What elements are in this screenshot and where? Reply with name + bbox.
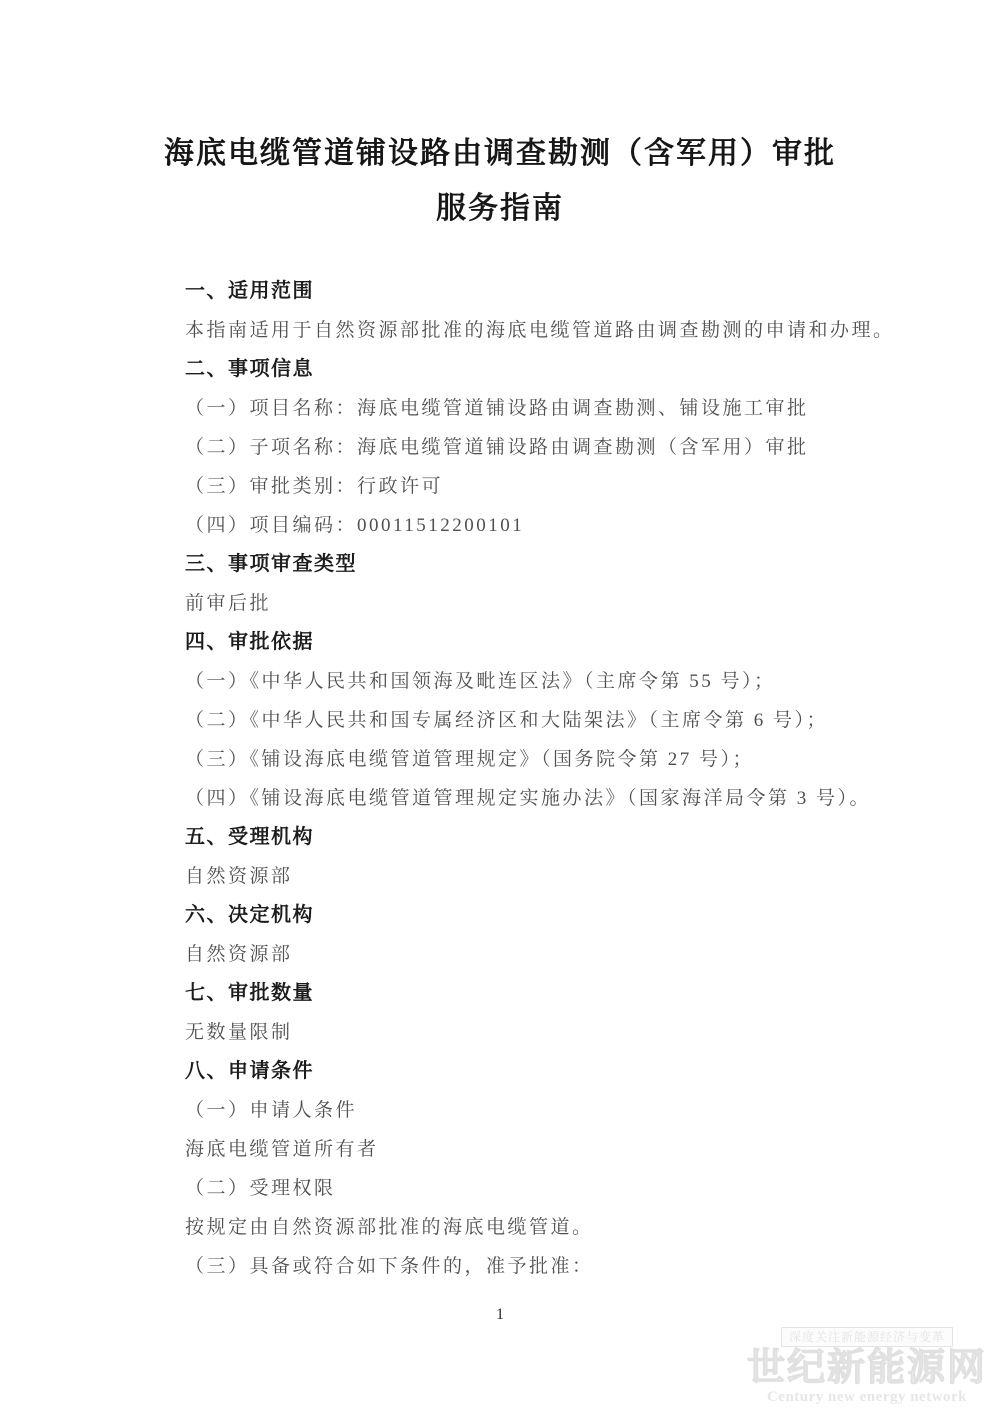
document-body [185,272,895,1286]
section-item-info [185,350,885,545]
section-line: （三）《铺设海底电缆管道管理规定》（国务院令第 27 号）； [185,749,755,770]
section-heading: 四、审批依据 [185,631,314,653]
section-line: （二）子项名称：海底电缆管道铺设路由调查勘测（含军用）审批 [185,437,809,458]
document-title-line1: 海底电缆管道铺设路由调查勘测（含军用）审批 [164,137,836,170]
section-line: （四）项目编码：00011512200101 [185,515,525,536]
watermark [742,1327,992,1406]
section-deciding-agency [185,896,885,974]
section-line: 自然资源部 [185,866,293,887]
section-line: 前审后批 [185,593,272,614]
section-heading: 一、适用范围 [185,280,314,302]
section-heading: 六、决定机构 [185,904,314,926]
section-approval-quantity [185,974,885,1052]
watermark-brand-en: Century new energy network [766,1389,968,1405]
section-line: （二）《中华人民共和国专属经济区和大陆架法》（主席令第 6 号）； [185,710,829,731]
section-line: 按规定由自然资源部批准的海底电缆管道。 [185,1217,594,1238]
section-heading: 八、申请条件 [185,1060,314,1082]
section-line: 本指南适用于自然资源部批准的海底电缆管道路由调查勘测的申请和办理。 [185,320,895,341]
section-scope [185,272,895,350]
section-review-type [185,545,885,623]
section-application-conditions [185,1052,885,1286]
section-approval-basis [185,623,885,818]
section-line: （四）《铺设海底电缆管道管理规定实施办法》（国家海洋局令第 3 号）。 [185,788,872,809]
section-line: （一）项目名称：海底电缆管道铺设路由调查勘测、铺设施工审批 [185,398,809,419]
section-line: 海底电缆管道所有者 [185,1139,379,1160]
section-line: （三）审批类别：行政许可 [185,476,444,497]
section-line: （二）受理权限 [185,1178,336,1199]
section-heading: 三、事项审查类型 [185,553,357,575]
section-line: 自然资源部 [185,944,293,965]
section-heading: 七、审批数量 [185,982,314,1004]
watermark-brand: 世纪新能源网 [746,1347,987,1389]
section-heading: 二、事项信息 [185,358,314,380]
section-heading: 五、受理机构 [185,826,314,848]
section-line: （三）具备或符合如下条件的，准予批准： [185,1256,594,1277]
page-number: 1 [496,1306,504,1323]
section-line: 无数量限制 [185,1022,293,1043]
section-line: （一）《中华人民共和国领海及毗连区法》（主席令第 55 号）； [185,671,776,692]
section-accepting-agency [185,818,885,896]
document-title [0,126,1000,236]
section-line: （一）申请人条件 [185,1100,358,1121]
watermark-tagline: 深度关注新能源经济与变革 [781,1327,953,1347]
document-title-line2: 服务指南 [436,192,564,225]
